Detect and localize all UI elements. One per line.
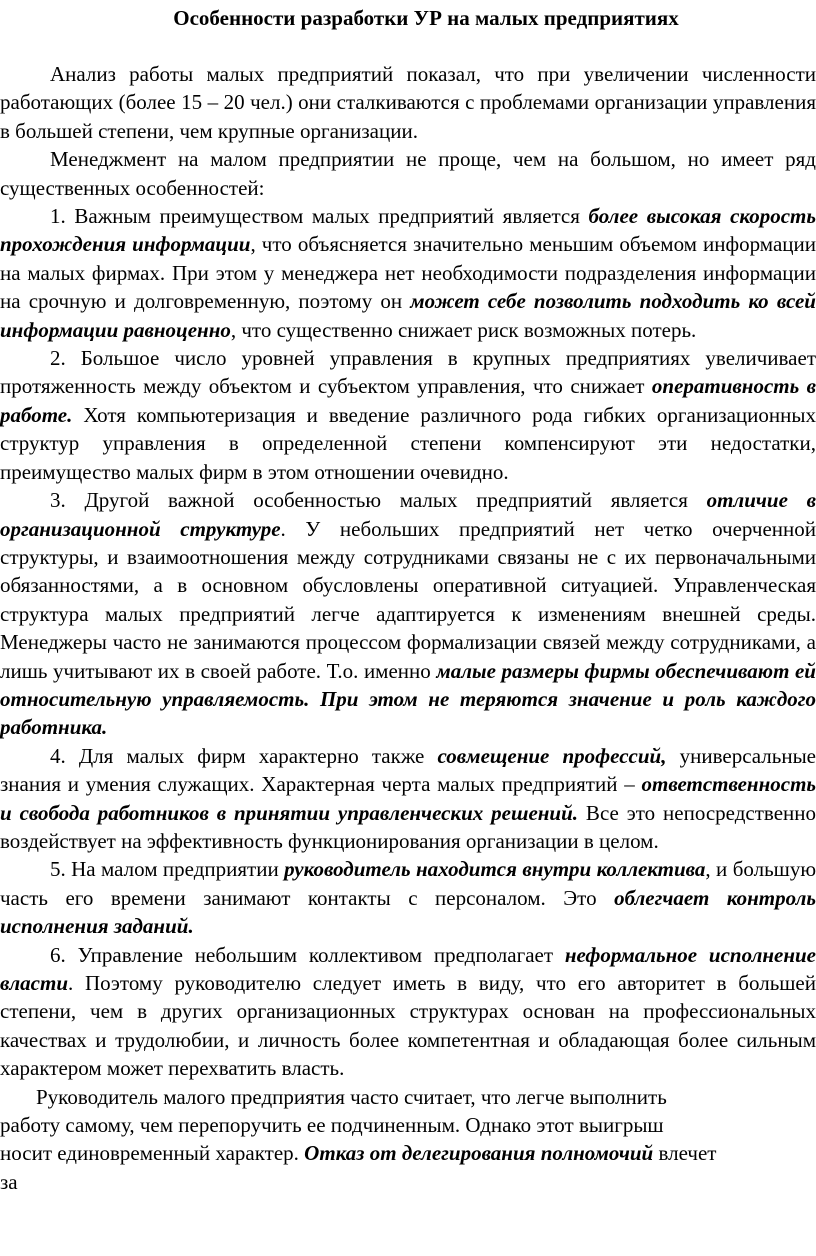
- emphasis: малые размеры фирмы обеспечивают ей относительную управляемость. При этом не теряются значение и роль каждого работника.: [0, 658, 816, 740]
- list-item-1: [0, 202, 816, 344]
- list-item-6: [0, 941, 816, 1083]
- closing-line: работу самому, чем перепоручить ее подчиненным. Однако этот выигрыш: [0, 1113, 664, 1138]
- text: Другой важной особенностью малых предприятий является: [65, 488, 707, 513]
- emphasis: Отказ от делегирования полномочий: [304, 1141, 654, 1166]
- intro-paragraph-1: Анализ работы малых предприятий показал, что при увеличении численности работающих (более 15 – 20 чел.) они сталкиваются с проблемами организации управления в большей степени, чем крупные организации.: [0, 62, 816, 143]
- list-number: 6.: [50, 942, 66, 967]
- text: , что существенно снижает риск возможных потерь.: [230, 317, 697, 342]
- list-number: 3.: [50, 488, 66, 513]
- document-title: Особенности разработки УР на малых предприятиях: [173, 6, 679, 30]
- closing-line: Руководитель малого предприятия часто считает, что легче выполнить: [36, 1084, 667, 1109]
- text: На малом предприятии: [65, 857, 285, 882]
- emphasis: оперативность в работе.: [0, 374, 816, 427]
- text: влечет: [653, 1141, 717, 1166]
- text: Большое число уровней управления в крупных предприятиях увеличивает протяженность между объектом и субъектом управления, что снижает: [0, 346, 816, 399]
- text: Управление небольшим коллективом предполагает: [65, 942, 565, 967]
- intro-paragraph-2: Менеджмент на малом предприятии не проще, чем на большом, но имеет ряд существенных особенностей:: [0, 147, 816, 200]
- text: Для малых фирм характерно также: [65, 743, 438, 768]
- list-item-4: [0, 742, 816, 856]
- list-number: 5.: [50, 857, 66, 882]
- emphasis: ответственность и свобода работников в принятии управленческих решений.: [0, 772, 816, 825]
- text: носит единовременный характер.: [0, 1141, 305, 1166]
- closing-line: [0, 1139, 816, 1167]
- list-number: 2.: [50, 346, 66, 371]
- spacer: [0, 32, 816, 60]
- closing-paragraph: [0, 1083, 816, 1197]
- text: . Поэтому руководителю следует иметь в виду, что его авторитет в большей степени, чем в других организационных структурах основан на профессиональных качествах и трудолюбии, и личность более компетентная и обладающая более сильным характером может перехватить власть.: [0, 971, 816, 1081]
- list-item-2: [0, 344, 816, 486]
- text: , и большую часть его времени занимают контакты с персоналом. Это: [0, 857, 816, 910]
- list-item-5: [0, 855, 816, 940]
- emphasis: отличие в организационной структуре: [0, 488, 816, 541]
- text: . У небольших предприятий нет четко очерченной структуры, и взаимоотношения между сотрудниками связаны не с их первоначальными обязанностями, а в основном обусловлены оперативной ситуацией. Управленческая структура малых предприятий легче адаптируется к изменениям внешней среды. Менеджеры часто не занимаются процессом формализации связей между сотрудниками, а лишь учитывают их в своей работе. Т.о. именно: [0, 516, 816, 683]
- text: Важным преимуществом малых предприятий является: [65, 204, 589, 229]
- text: универсальные знания и умения служащих. Характерная черта малых предприятий –: [0, 743, 816, 797]
- emphasis: более высокая скорость прохождения информации: [0, 204, 816, 257]
- emphasis: может себе позволить подходить ко всей информации равноценно: [0, 289, 816, 342]
- emphasis: совмещение профессий,: [437, 743, 667, 768]
- text: Все это непосредственно воздействует на эффективность функционирования организации в целом.: [0, 800, 816, 853]
- text: Хотя компьютеризация и введение различного рода гибких организационных структур управления в определенной степени компенсируют эти недостатки, преимущество малых фирм в этом отношении очевидно.: [0, 402, 816, 484]
- emphasis: руководитель находится внутри коллектива: [284, 857, 706, 882]
- list-number: 4.: [50, 743, 66, 768]
- list-number: 1.: [50, 204, 66, 229]
- emphasis: облегчает контроль исполнения заданий.: [0, 885, 816, 939]
- closing-line: за: [0, 1169, 18, 1194]
- list-item-3: [0, 486, 816, 742]
- emphasis: неформальное исполнение власти: [0, 942, 816, 995]
- text: , что объясняется значительно меньшим объемом информации на малых фирмах. При этом у менеджера нет необходимости подразделения информации на срочную и долговременную, поэтому он: [0, 232, 816, 314]
